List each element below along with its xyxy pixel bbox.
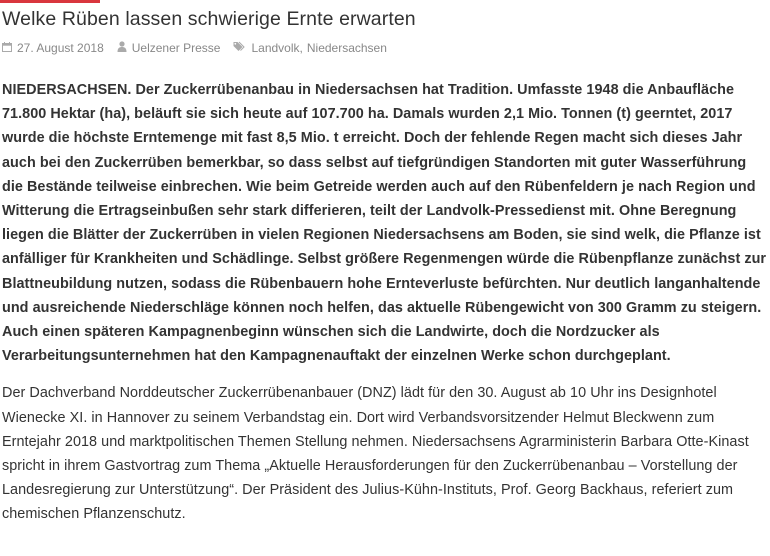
tag-separator: , xyxy=(299,41,303,55)
article xyxy=(2,6,768,527)
tag-link-niedersachsen[interactable]: Niedersachsen xyxy=(306,41,387,55)
author-link[interactable]: Uelzener Presse xyxy=(131,41,221,55)
article-title: Welke Rüben lassen schwierige Ernte erwarten xyxy=(2,8,416,30)
date-link[interactable]: 27. August 2018 xyxy=(17,41,104,55)
tag-link-landvolk[interactable]: Landvolk xyxy=(251,41,300,55)
article-meta xyxy=(2,40,768,56)
article-body-paragraph: Der Dachverband Norddeutscher Zuckerrübenanbauer (DNZ) lädt für den 30. August ab 10 Uhr ins Designhotel Wienecke XI. in Hannover zu seinem Verbandstag ein. Dort wird Verbandsvorsitzender Helmut Bleckwenn zum Erntejahr 2018 und marktpolitischen Themen Stellung nehmen. Niedersachsens Agrarministerin Barbara Otte-Kinast spricht in ihrem Gastvortrag zum Thema „Aktuelle Herausforderungen für den Zuckerrübenanbau – Vorstellung der Landesregierung zur Unterstützung“. Der Präsident des Julius-Kühn-Instituts, Prof. Georg Backhaus, referiert zum chemischen Pflanzenschutz. xyxy=(2,385,749,523)
tag-icon xyxy=(233,40,246,56)
calendar-icon xyxy=(2,40,12,56)
article-lead-paragraph: NIEDERSACHSEN. Der Zuckerrübenanbau in Niedersachsen hat Tradition. Umfasste 1948 die Anbaufläche 71.800 Hektar (ha), beläuft sie sich heute auf 107.700 ha. Damals wurden 2,1 Mio. Tonnen (t) geerntet, 2017 wurde die höchste Erntemenge mit fast 8,5 Mio. t erreicht. Doch der fehlende Regen macht sich dieses Jahr auch bei den Zuckerrüben bemerkbar, so dass selbst auf tiefgründigen Standorten mit guter Wasserführung die Bestände teilweise einbrechen. Wie beim Getreide werden auch auf den Rübenfeldern je nach Region und Witterung die Ertragseinbußen sehr stark differieren, teilt der Landvolk-Pressedienst mit. Ohne Beregnung liegen die Blätter der Zuckerrüben in vielen Regionen Niedersachsens am Boden, sie sind welk, die Pflanze ist anfälliger für Krankheiten und Schädlinge. Selbst größere Regenmengen würde die Rübenpflanze zunächst zur Blattneubildung nutzen, sodass die Rübenbauern hohe Ernteverluste befürchten. Nur deutlich langanhaltende und ausreichende Niederschläge können noch helfen, das aktuelle Rübengewicht von 300 Gramm zu steigern. Auch einen späteren Kampagnenbeginn wünschen sich die Landwirte, doch die Nordzucker als Verarbeitungsunternehmen hat den Kampagnenauftakt der einzelnen Werke schon durchgeplant. xyxy=(2,82,767,365)
meta-date xyxy=(2,40,104,56)
meta-author xyxy=(117,40,221,56)
user-icon xyxy=(117,40,127,56)
header-accent-bar xyxy=(0,0,100,3)
meta-tags xyxy=(233,40,386,56)
